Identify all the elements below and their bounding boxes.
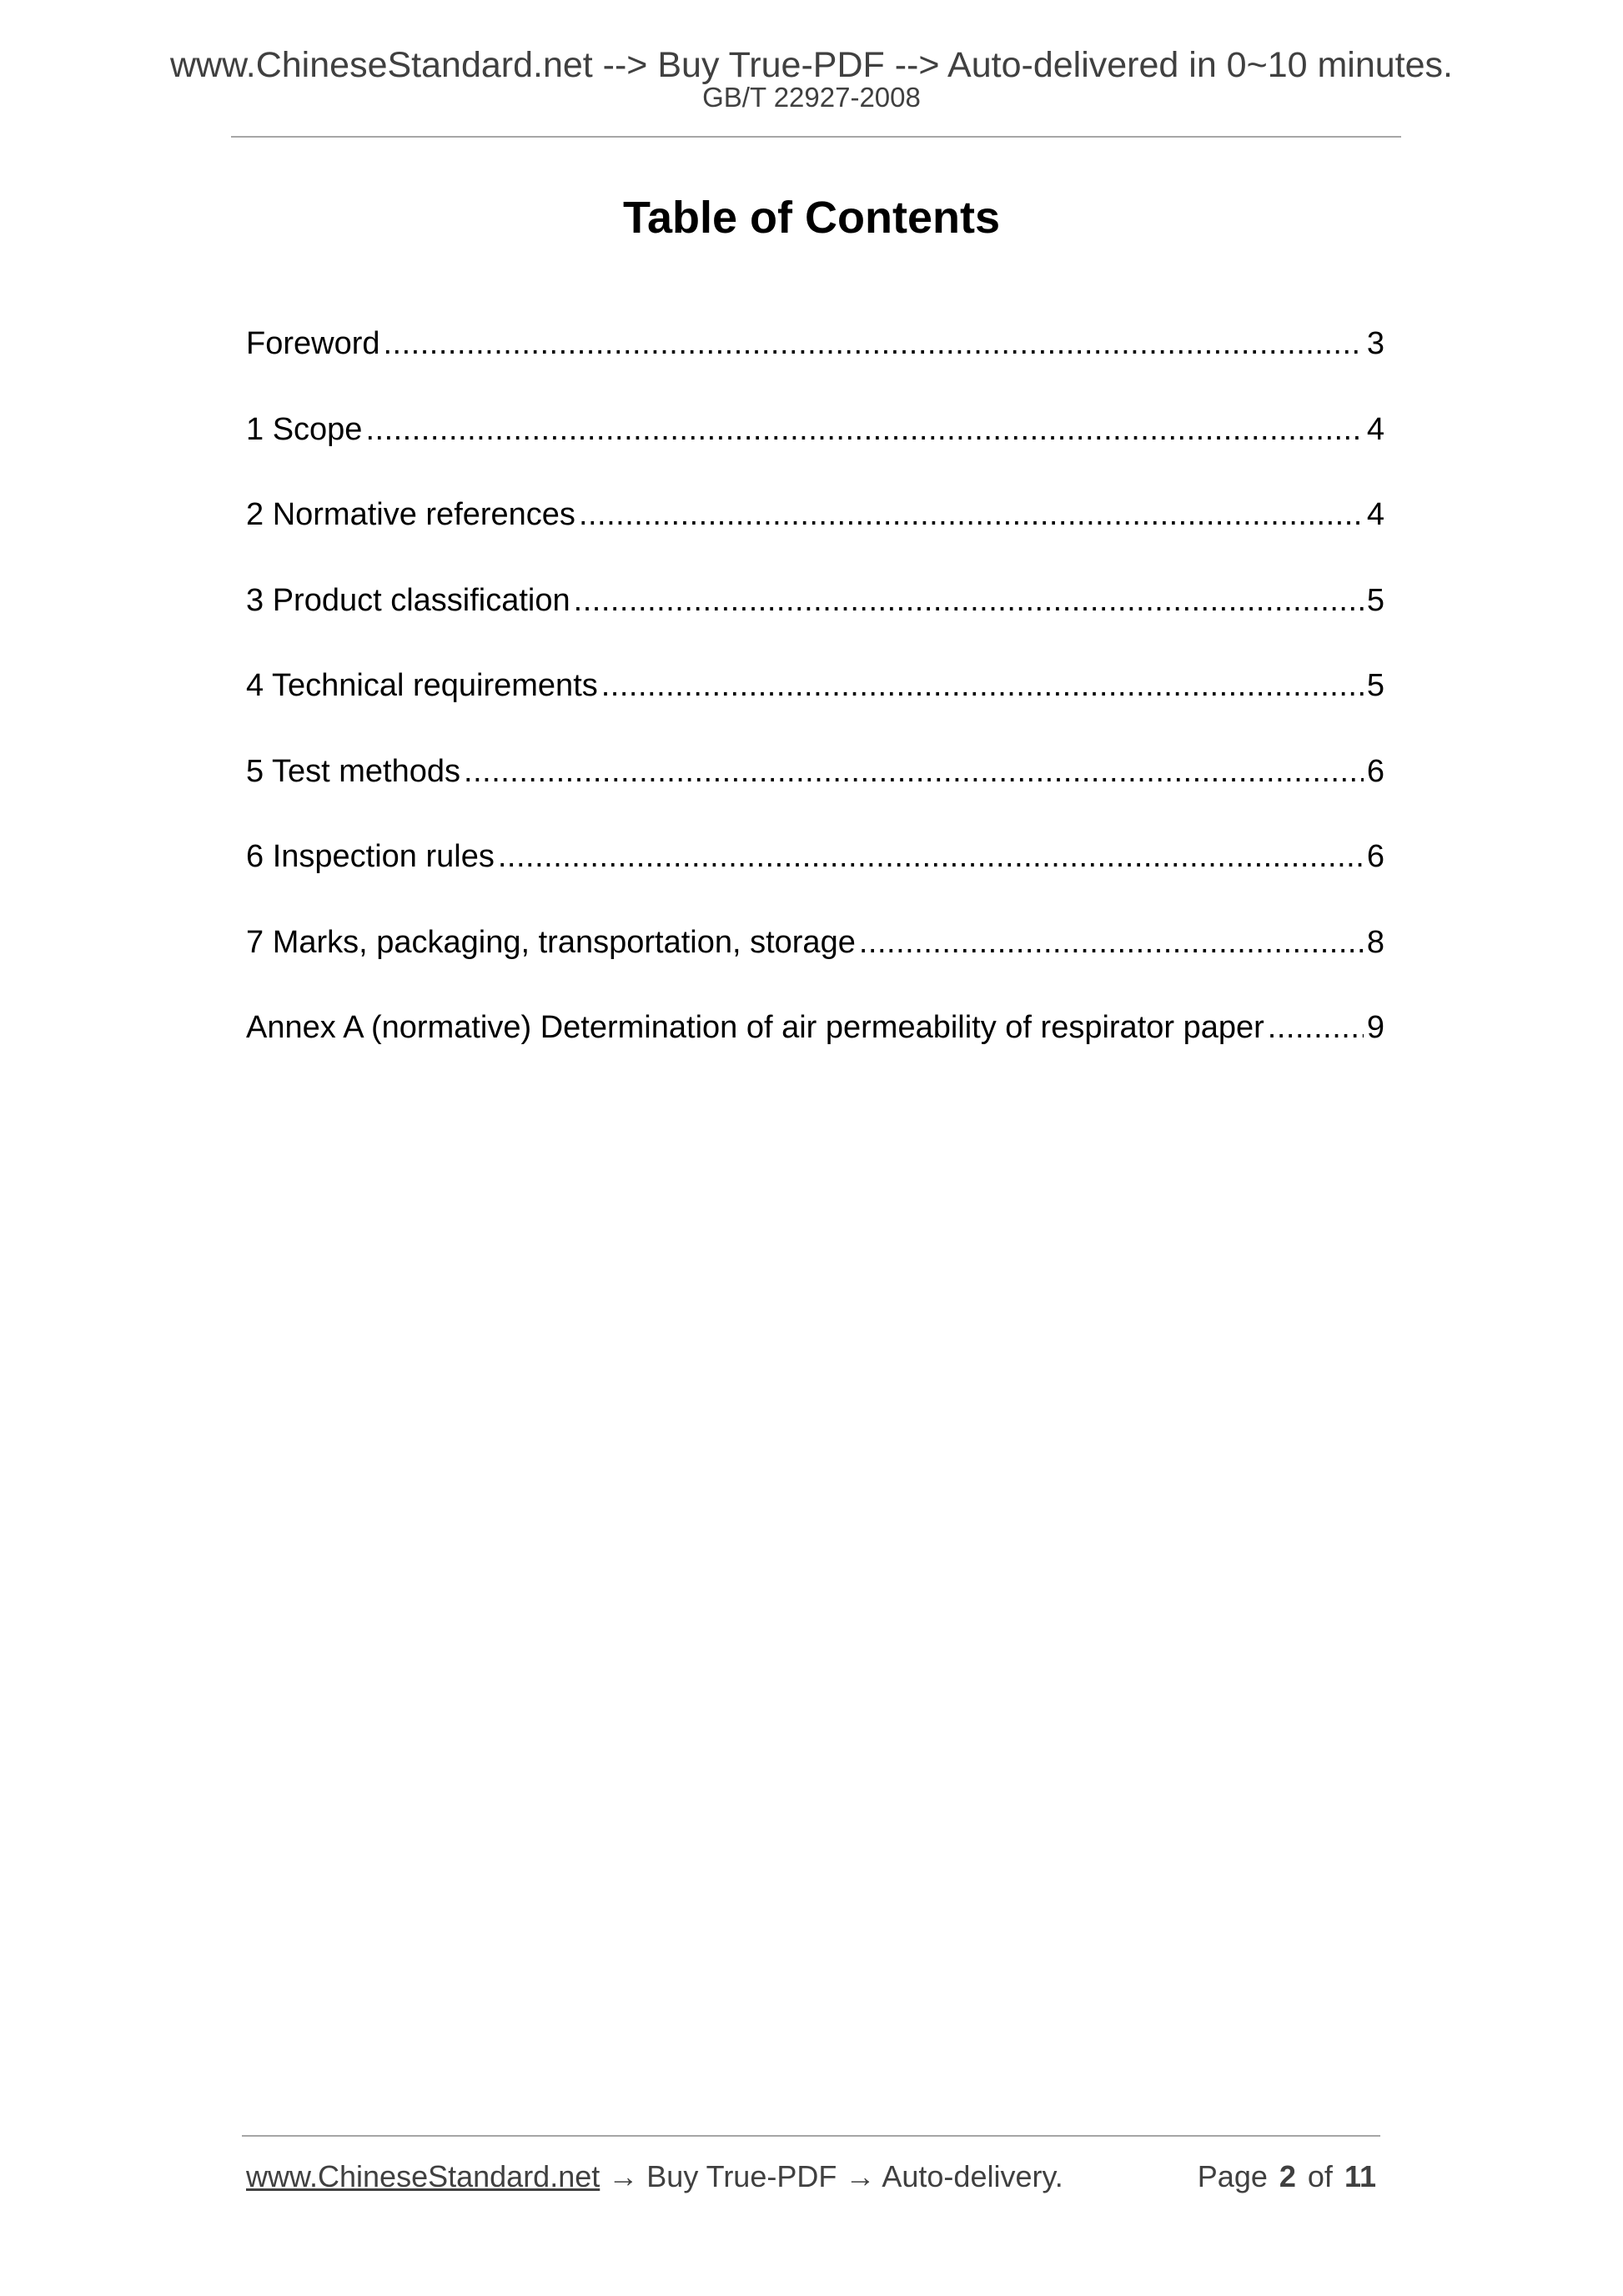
footer-promo bbox=[246, 2155, 1063, 2198]
footer-buy-text: Buy True-PDF bbox=[646, 2159, 837, 2193]
header-banner: www.ChineseStandard.net --> Buy True-PDF --> Auto-delivered in 0~10 minutes. bbox=[169, 45, 1453, 85]
toc-entry-page: 4 bbox=[1366, 497, 1384, 532]
toc-dot-leader bbox=[601, 664, 1364, 707]
toc-entry-annex-a[interactable] bbox=[246, 1006, 1384, 1092]
total-pages-number: 11 bbox=[1344, 2159, 1376, 2193]
toc-entry-page: 4 bbox=[1366, 411, 1384, 447]
footer-site-link[interactable]: www.ChineseStandard.net bbox=[246, 2159, 600, 2193]
toc-entry-label: 5 Test methods bbox=[246, 753, 461, 789]
footer-divider bbox=[242, 2135, 1380, 2137]
header-divider bbox=[231, 136, 1401, 138]
toc-entry-page: 5 bbox=[1366, 668, 1384, 703]
toc-dot-leader bbox=[464, 750, 1364, 793]
of-word: of bbox=[1307, 2159, 1333, 2193]
page-title: Table of Contents bbox=[623, 193, 1000, 243]
toc-entry-label: Annex A (normative) Determination of air permeability of respirator paper bbox=[246, 1010, 1264, 1045]
arrow-right-icon: → bbox=[845, 2159, 876, 2193]
toc-entry-technical-requirements[interactable] bbox=[246, 664, 1384, 750]
toc-entry-label: 1 Scope bbox=[246, 411, 363, 447]
toc-entry-scope[interactable] bbox=[246, 408, 1384, 494]
footer-delivery-text: Auto-delivery. bbox=[882, 2159, 1063, 2193]
toc-entry-page: 6 bbox=[1366, 839, 1384, 874]
toc-entry-page: 5 bbox=[1366, 582, 1384, 618]
toc-entry-label: 2 Normative references bbox=[246, 497, 575, 532]
current-page-number: 2 bbox=[1279, 2159, 1296, 2193]
document-code: GB/T 22927-2008 bbox=[702, 82, 921, 113]
toc-entry-product-classification[interactable] bbox=[246, 579, 1384, 665]
toc-dot-leader bbox=[498, 835, 1364, 878]
toc-entry-label: Foreword bbox=[246, 326, 380, 361]
toc-entry-page: 8 bbox=[1366, 924, 1384, 960]
toc-entry-foreword[interactable] bbox=[246, 322, 1384, 408]
toc-dot-leader bbox=[859, 921, 1364, 964]
toc-entry-page: 9 bbox=[1366, 1010, 1384, 1045]
toc-entry-page: 6 bbox=[1366, 753, 1384, 789]
arrow-right-icon: → bbox=[608, 2159, 639, 2193]
toc-entry-marks-packaging[interactable] bbox=[246, 921, 1384, 1007]
toc-entry-inspection-rules[interactable] bbox=[246, 835, 1384, 921]
toc-entry-label: 6 Inspection rules bbox=[246, 839, 495, 874]
toc-dot-leader bbox=[1268, 1006, 1364, 1049]
page-footer bbox=[246, 2155, 1376, 2198]
toc-dot-leader bbox=[579, 493, 1364, 536]
toc-entry-page: 3 bbox=[1366, 326, 1384, 361]
toc-entry-label: 3 Product classification bbox=[246, 582, 570, 618]
toc-dot-leader bbox=[384, 322, 1364, 365]
toc-entry-label: 7 Marks, packaging, transportation, storage bbox=[246, 924, 856, 960]
toc-entry-test-methods[interactable] bbox=[246, 750, 1384, 836]
page-word: Page bbox=[1197, 2159, 1268, 2193]
toc-entry-normative-references[interactable] bbox=[246, 493, 1384, 579]
toc-dot-leader bbox=[574, 579, 1364, 622]
page-counter bbox=[1198, 2155, 1376, 2198]
toc-entry-label: 4 Technical requirements bbox=[246, 668, 598, 703]
toc-dot-leader bbox=[365, 408, 1363, 451]
toc-list bbox=[246, 322, 1384, 1092]
